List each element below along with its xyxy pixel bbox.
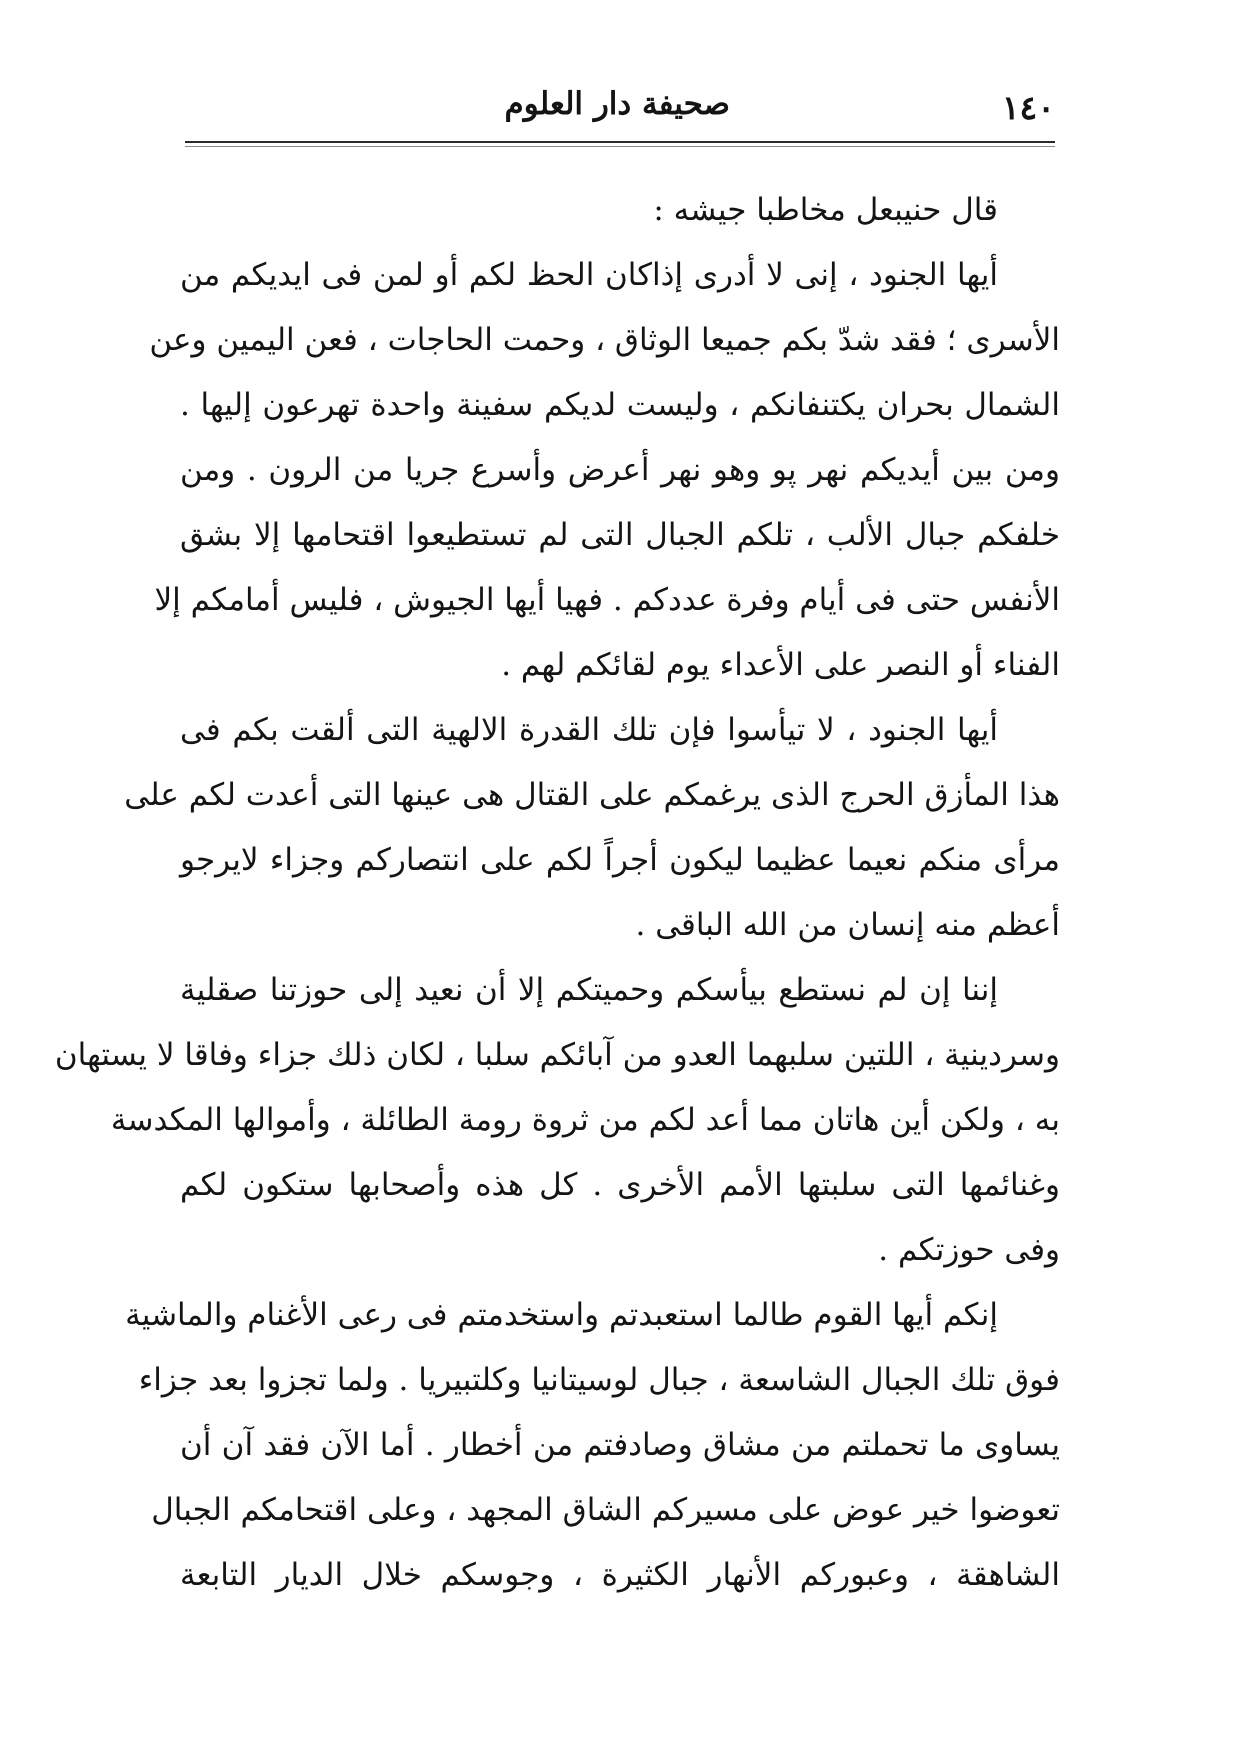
text-line: وفى حوزتكم . xyxy=(878,1232,1060,1268)
text-line: به ، ولكن أين هاتان مما أعد لكم من ثروة رومة الطائلة ، وأموالها المكدسة xyxy=(110,1102,1060,1138)
text-line: الشاهقة ، وعبوركم الأنهار الكثيرة ، وجوسكم خلال الديار التابعة xyxy=(180,1557,1060,1593)
text-line: أيها الجنود ، إنى لا أدرى إذاكان الحظ لكم أو لمن فى ايديكم من xyxy=(180,257,998,293)
text-line: ومن بين أيديكم نهر پو وهو نهر أعرض وأسرع جريا من الرون . ومن xyxy=(180,452,1060,488)
text-line: أيها الجنود ، لا تيأسوا فإن تلك القدرة الالهية التى ألقت بكم فى xyxy=(180,712,998,748)
text-line: إننا إن لم نستطع بيأسكم وحميتكم إلا أن نعيد إلى حوزتنا صقلية xyxy=(180,972,998,1008)
text-line: الشمال بحران يكتنفانكم ، وليست لديكم سفينة واحدة تهرعون إليها . xyxy=(180,387,1060,423)
paragraph xyxy=(54,958,1060,1283)
text-line: الأسرى ؛ فقد شدّ بكم جميعا الوثاق ، وحمت الحاجات ، فعن اليمين وعن xyxy=(149,322,1060,358)
text-line: هذا المأزق الحرج الذى يرغمكم على القتال هى عينها التى أعدت لكم على xyxy=(124,777,1060,813)
page-header xyxy=(185,86,1055,136)
text-line: تعوضوا خير عوض على مسيركم الشاق المجهد ، وعلى اقتحامكم الجبال xyxy=(151,1492,1060,1528)
paragraph xyxy=(125,1283,1060,1608)
paragraph xyxy=(124,698,1060,958)
intro-line: قال حنيبعل مخاطبا جيشه : xyxy=(653,192,998,228)
text-line: يساوى ما تحملتم من مشاق وصادفتم من أخطار . أما الآن فقد آن أن xyxy=(180,1427,1060,1463)
page-number: ١٤٠ xyxy=(1001,88,1055,127)
text-line: أعظم منه إنسان من الله الباقى . xyxy=(635,907,1060,943)
text-line: فوق تلك الجبال الشاسعة ، جبال لوسيتانيا وكلتبيريا . ولما تجزوا بعد جزاء xyxy=(138,1362,1060,1398)
text-line: وغنائمها التى سلبتها الأمم الأخرى . كل هذه وأصحابها ستكون لكم xyxy=(180,1167,1060,1203)
text-line: مرأى منكم نعيما عظيما ليكون أجراً لكم على انتصاركم وجزاء لايرجو xyxy=(180,842,1060,878)
text-line: إنكم أيها القوم طالما استعبدتم واستخدمتم فى رعى الأغنام والماشية xyxy=(125,1297,998,1333)
paragraph xyxy=(149,243,1060,698)
text-line: وسردينية ، اللتين سلبهما العدو من آبائكم سلبا ، لكان ذلك جزاء وفاقا لا يستهان xyxy=(54,1037,1060,1073)
text-line: خلفكم جبال الألب ، تلكم الجبال التى لم تستطيعوا اقتحامها إلا بشق xyxy=(180,517,1060,553)
running-title: صحيفة دار العلوم xyxy=(504,86,730,122)
text-line: الأنفس حتى فى أيام وفرة عددكم . فهيا أيها الجيوش ، فليس أمامكم إلا xyxy=(154,582,1060,618)
body-text xyxy=(54,178,1060,1608)
header-rule-thin xyxy=(185,146,1055,147)
header-rule xyxy=(185,141,1055,143)
text-line: الفناء أو النصر على الأعداء يوم لقائكم لهم . xyxy=(501,647,1060,683)
